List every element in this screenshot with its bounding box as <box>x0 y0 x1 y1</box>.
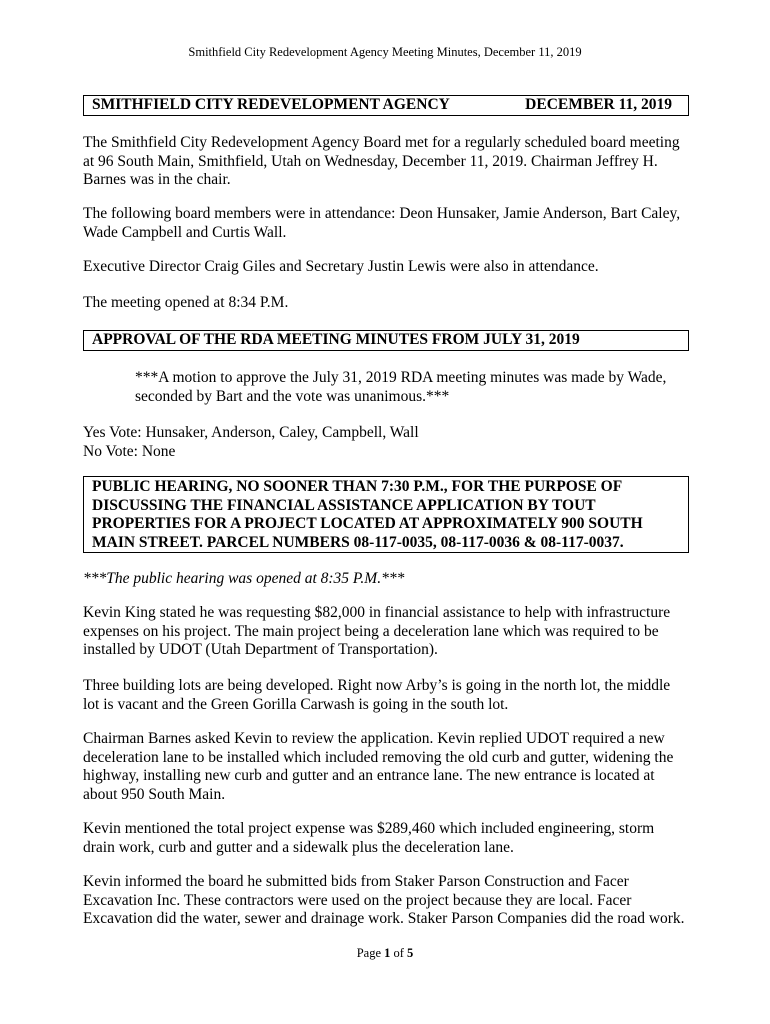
running-header: Smithfield City Redevelopment Agency Meeting Minutes, December 11, 2019 <box>188 45 582 59</box>
meeting-date: DECEMBER 11, 2019 <box>525 96 672 113</box>
hearing-paragraph-4: Kevin mentioned the total project expense was $289,460 which included engineering, storm drain work, curb and gutter and a sidewalk plus the deceleration lane. <box>83 820 655 856</box>
page-total: 5 <box>407 946 414 960</box>
section-heading-approval: APPROVAL OF THE RDA MEETING MINUTES FROM JULY 31, 2019 <box>83 330 689 351</box>
intro-paragraph-1: The Smithfield City Redevelopment Agency Board met for a regularly scheduled board meeting at 96 South Main, Smithfield, Utah on Wednesday, December 11, 2019. Chairman Jeffrey H. Barnes was in the chair. <box>83 134 680 188</box>
yes-vote: Yes Vote: Hunsaker, Anderson, Caley, Campbell, Wall <box>83 424 419 441</box>
intro-paragraph-4: The meeting opened at 8:34 P.M. <box>83 294 289 311</box>
no-vote: No Vote: None <box>83 442 176 460</box>
hearing-opened: ***The public hearing was opened at 8:35 P.M.*** <box>83 570 405 587</box>
hearing-paragraph-5: Kevin informed the board he submitted bids from Staker Parson Construction and Facer Excavation Inc. These contractors were used on the project because they are local. Facer Excavation did the water, sewer and drainage work. Staker Parson Companies did the road work. <box>83 873 685 927</box>
intro-paragraph-2: The following board members were in attendance: Deon Hunsaker, Jamie Anderson, Bart Caley, Wade Campbell and Curtis Wall. <box>83 205 681 241</box>
vote-block <box>83 424 688 461</box>
title-box <box>83 95 689 116</box>
org-name: SMITHFIELD CITY REDEVELOPMENT AGENCY <box>92 96 450 113</box>
hearing-paragraph-2: Three building lots are being developed. Right now Arby’s is going in the north lot, the middle lot is vacant and the Green Gorilla Carwash is going in the south lot. <box>83 677 671 713</box>
hearing-paragraph-3: Chairman Barnes asked Kevin to review the application. Kevin replied UDOT required a new deceleration lane to be installed which included removing the old curb and gutter, widening the highway, installing new curb and gutter and an entrance lane. The new entrance is located at about 950 South Main. <box>83 730 674 803</box>
page-footer <box>0 946 770 961</box>
of-word: of <box>393 946 404 960</box>
page-number: 1 <box>384 946 391 960</box>
motion-text: ***A motion to approve the July 31, 2019 RDA meeting minutes was made by Wade, seconded by Bart and the vote was unanimous.*** <box>135 369 667 405</box>
intro-paragraph-3: Executive Director Craig Giles and Secretary Justin Lewis were also in attendance. <box>83 258 599 275</box>
page-word: Page <box>356 946 381 960</box>
section-heading-public-hearing: PUBLIC HEARING, NO SOONER THAN 7:30 P.M., FOR THE PURPOSE OF DISCUSSING THE FINANCIAL ASSISTANCE APPLICATION BY TOUT PROPERTIES FOR A PROJECT LOCATED AT APPROXIMATELY 900 SOUTH MAIN STREET. PARCEL NUMBERS 08-117-0035, 08-117-0036 & 08-117-0037. <box>83 476 689 553</box>
hearing-paragraph-1: Kevin King stated he was requesting $82,000 in financial assistance to help with infrastructure expenses on his project. The main project being a deceleration lane which was required to be installed by UDOT (Utah Department of Transportation). <box>83 604 671 658</box>
